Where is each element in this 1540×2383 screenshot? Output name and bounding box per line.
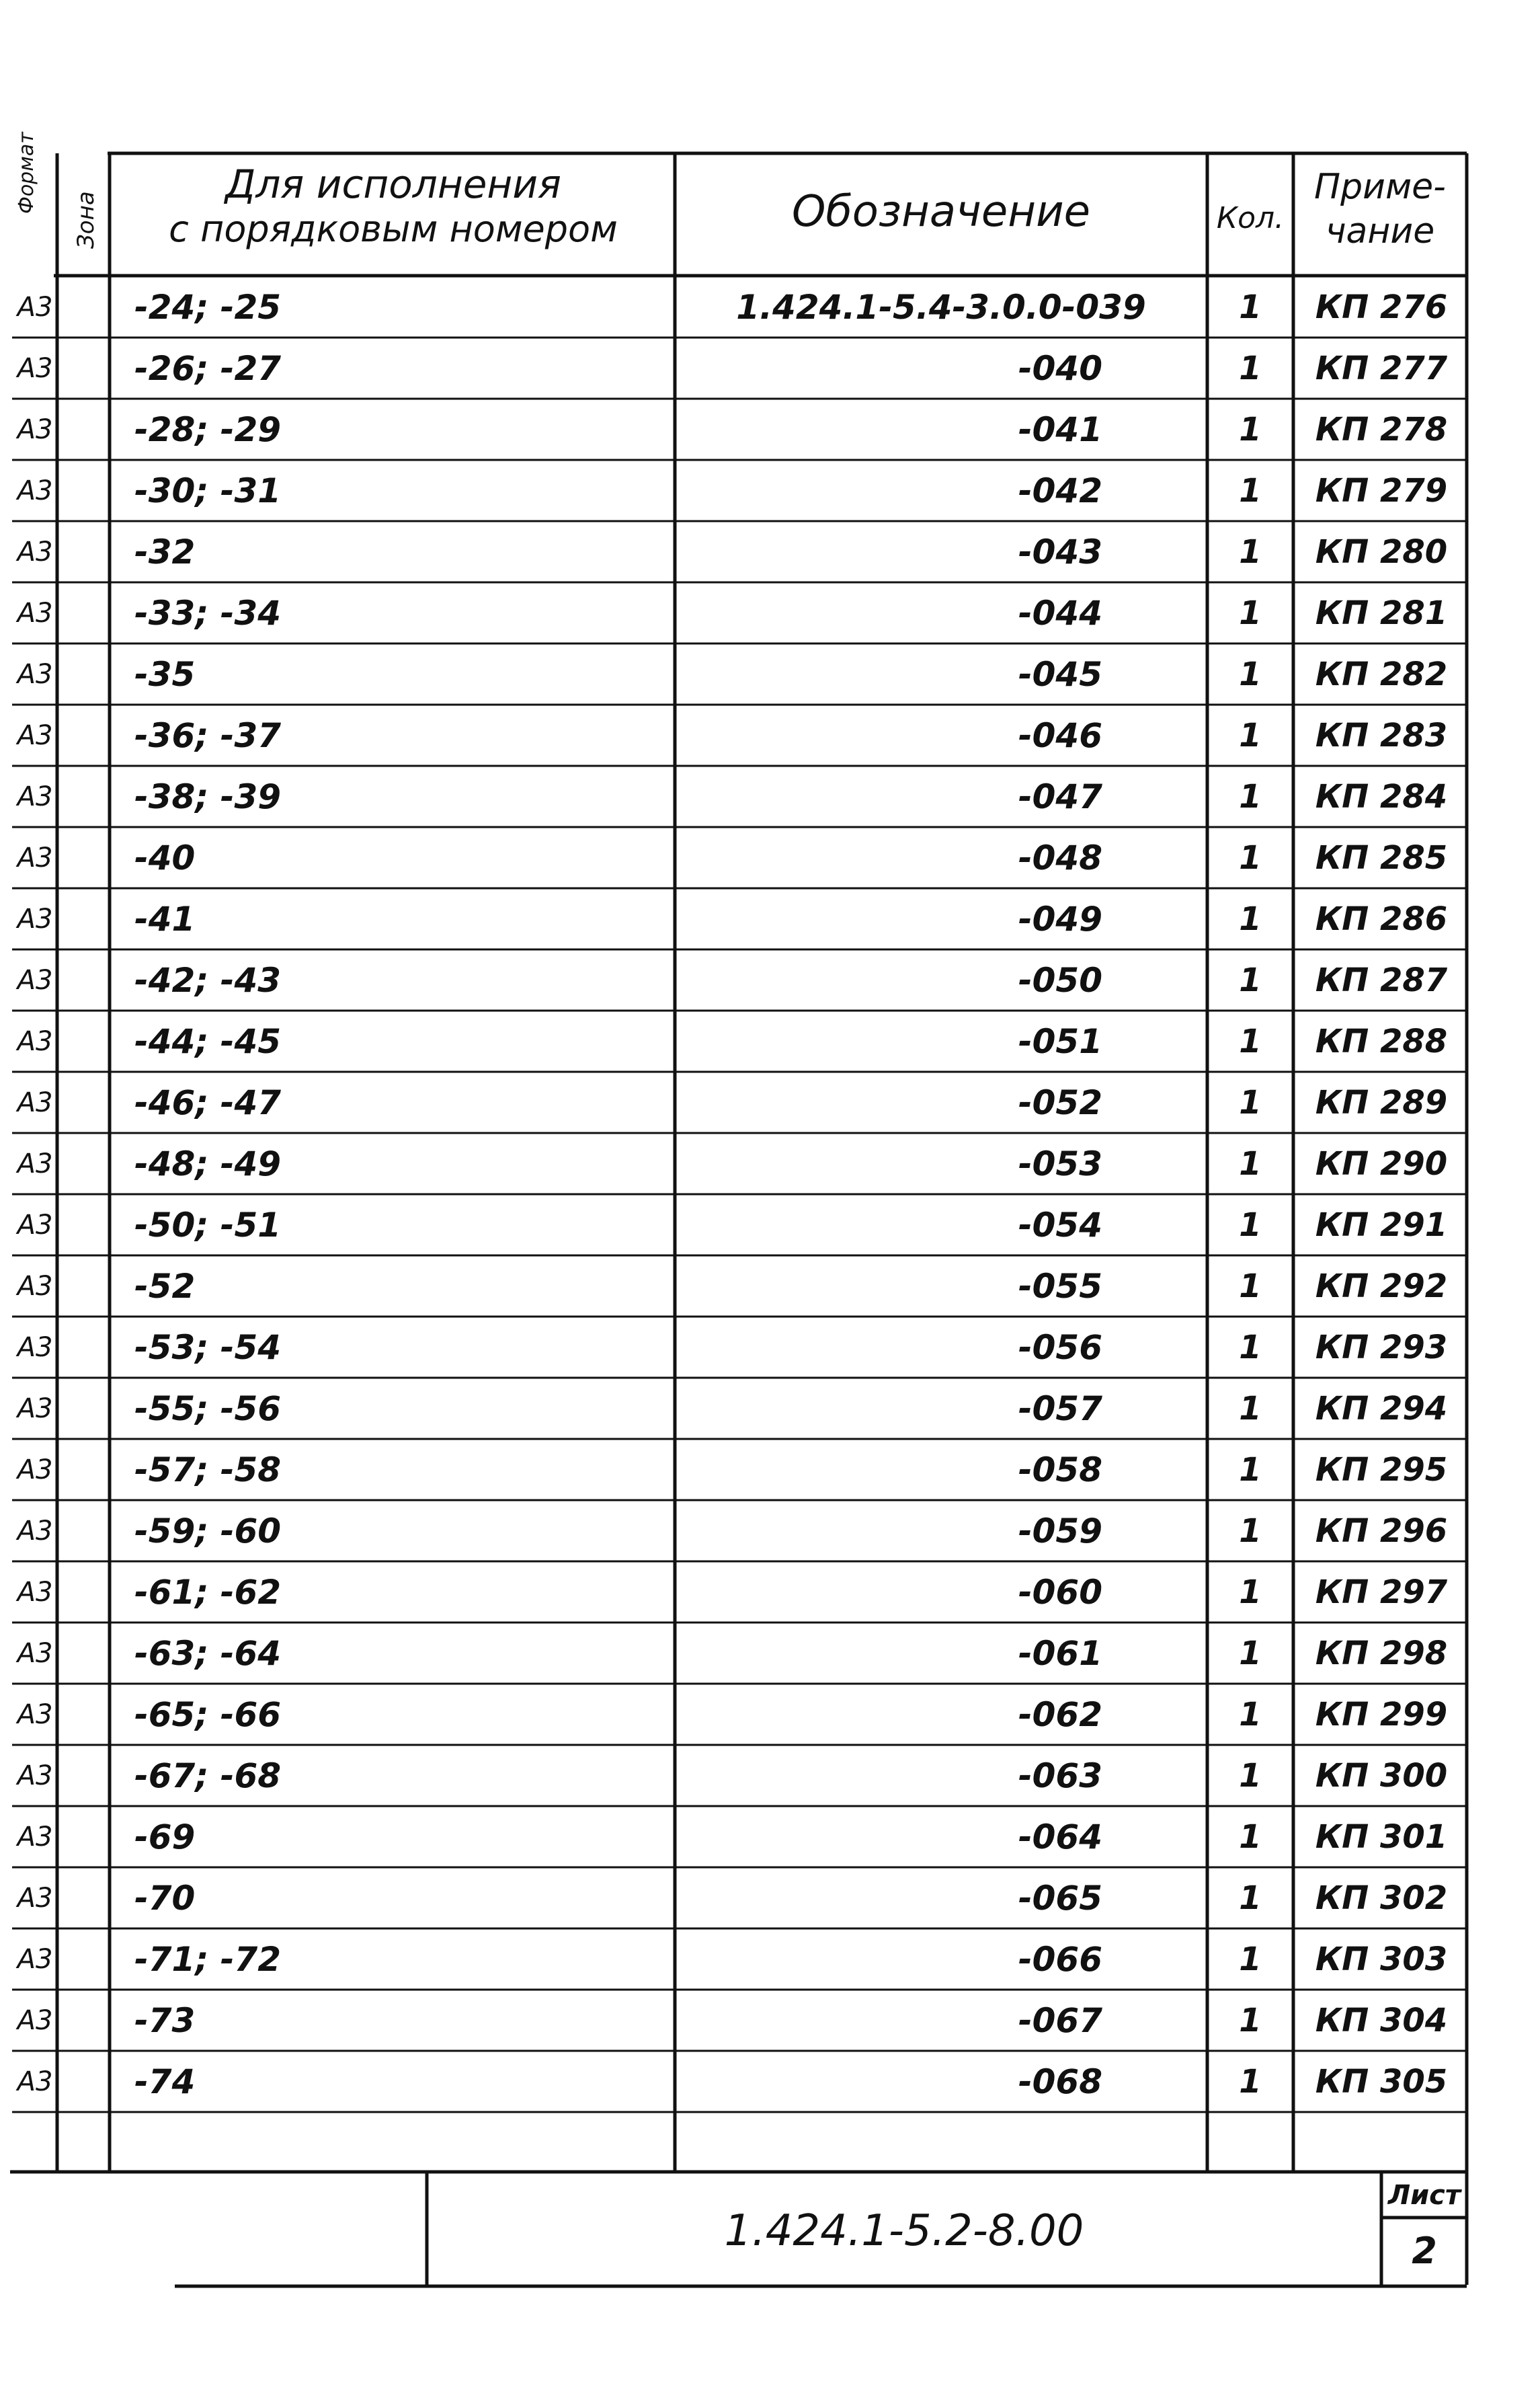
cell-qty: 1 <box>1239 839 1262 877</box>
cell-variant: -40 <box>134 838 196 877</box>
cell-variant: -65; -66 <box>134 1695 282 1734</box>
cell-note: КП 279 <box>1315 472 1448 510</box>
table-row <box>0 1990 1540 2052</box>
cell-format: А3 <box>17 292 53 323</box>
cell-designation: -066 <box>1018 1940 1102 1979</box>
cell-designation: -063 <box>1018 1756 1102 1795</box>
cell-designation: -051 <box>1018 1022 1102 1061</box>
cell-variant: -26; -27 <box>134 349 282 388</box>
cell-variant: -35 <box>134 655 196 694</box>
cell-qty: 1 <box>1239 1084 1262 1122</box>
cell-qty: 1 <box>1239 1757 1262 1795</box>
cell-format: А3 <box>17 843 53 873</box>
cell-format: А3 <box>17 1148 53 1179</box>
table-row <box>0 644 1540 705</box>
table-row <box>0 1440 1540 1501</box>
table-row <box>0 1011 1540 1072</box>
cell-qty: 1 <box>1239 594 1262 632</box>
cell-variant: -74 <box>134 2062 196 2101</box>
cell-variant: -59; -60 <box>134 1512 282 1551</box>
cell-qty: 1 <box>1239 288 1262 326</box>
cell-variant: -41 <box>134 900 196 939</box>
cell-format: А3 <box>17 1638 53 1669</box>
table-row <box>0 277 1540 338</box>
cell-qty: 1 <box>1239 1512 1262 1550</box>
cell-qty: 1 <box>1239 1390 1262 1428</box>
table-row <box>0 1868 1540 1929</box>
sheet-number: 2 <box>1412 2230 1437 2272</box>
cell-format: А3 <box>17 1210 53 1241</box>
cell-format: А3 <box>17 475 53 506</box>
cell-variant: -44; -45 <box>134 1022 282 1061</box>
table-row <box>0 399 1540 461</box>
cell-designation: -062 <box>1018 1695 1102 1734</box>
table-row <box>0 1501 1540 1562</box>
cell-format: А3 <box>17 965 53 996</box>
cell-note: КП 298 <box>1315 1635 1448 1672</box>
cell-note: КП 299 <box>1315 1696 1448 1733</box>
cell-designation: -042 <box>1018 471 1102 510</box>
table-row <box>0 1684 1540 1746</box>
header-note-line2: чание <box>1325 211 1435 251</box>
cell-format: А3 <box>17 659 53 690</box>
cell-note: КП 294 <box>1315 1390 1448 1428</box>
cell-variant: -61; -62 <box>134 1573 282 1612</box>
header-variant <box>118 161 669 276</box>
table-row <box>0 1929 1540 1990</box>
cell-designation: -052 <box>1018 1083 1102 1122</box>
table-row <box>0 1317 1540 1378</box>
table-row <box>0 522 1540 583</box>
cell-format: А3 <box>17 720 53 751</box>
table-row <box>0 828 1540 889</box>
cell-format: А3 <box>17 1699 53 1730</box>
cell-note: КП 302 <box>1315 1879 1448 1917</box>
cell-variant: -71; -72 <box>134 1940 282 1979</box>
cell-note: КП 288 <box>1315 1023 1448 1060</box>
cell-qty: 1 <box>1239 1696 1262 1733</box>
cell-qty: 1 <box>1239 411 1262 448</box>
cell-qty: 1 <box>1239 533 1262 571</box>
cell-note: КП 280 <box>1315 533 1448 571</box>
cell-note: КП 305 <box>1315 2063 1448 2101</box>
cell-note: КП 284 <box>1315 778 1448 816</box>
cell-designation: -043 <box>1018 533 1102 572</box>
cell-qty: 1 <box>1239 2063 1262 2101</box>
cell-qty: 1 <box>1239 472 1262 510</box>
table-row <box>0 1746 1540 1807</box>
cell-variant: -24; -25 <box>134 288 282 327</box>
cell-designation: -064 <box>1018 1818 1102 1857</box>
cell-note: КП 303 <box>1315 1941 1448 1978</box>
cell-designation: -067 <box>1018 2001 1102 2040</box>
cell-variant: -32 <box>134 533 196 572</box>
table-row <box>0 705 1540 767</box>
header-note <box>1296 165 1464 253</box>
cell-note: КП 301 <box>1315 1818 1448 1856</box>
cell-qty: 1 <box>1239 1573 1262 1611</box>
cell-designation: -057 <box>1018 1389 1102 1428</box>
cell-format: А3 <box>17 1822 53 1852</box>
table-row <box>0 950 1540 1011</box>
cell-format: А3 <box>17 1516 53 1547</box>
cell-format: А3 <box>17 537 53 568</box>
cell-designation: -056 <box>1018 1328 1102 1367</box>
cell-variant: -42; -43 <box>134 961 282 1000</box>
cell-variant: -38; -39 <box>134 777 282 816</box>
cell-variant: -46; -47 <box>134 1083 282 1122</box>
cell-note: КП 289 <box>1315 1084 1448 1122</box>
cell-qty: 1 <box>1239 1206 1262 1244</box>
cell-format: А3 <box>17 904 53 935</box>
cell-variant: -67; -68 <box>134 1756 282 1795</box>
cell-qty: 1 <box>1239 1451 1262 1489</box>
cell-designation: -045 <box>1018 655 1102 694</box>
cell-format: А3 <box>17 1393 53 1424</box>
cell-format: А3 <box>17 1577 53 1608</box>
cell-designation: -046 <box>1018 716 1102 755</box>
cell-qty: 1 <box>1239 1879 1262 1917</box>
cell-variant: -53; -54 <box>134 1328 282 1367</box>
cell-variant: -55; -56 <box>134 1389 282 1428</box>
header-note-line1: Приме- <box>1314 167 1446 207</box>
cell-designation: -060 <box>1018 1573 1102 1612</box>
cell-variant: -70 <box>134 1879 196 1918</box>
cell-variant: -63; -64 <box>134 1634 282 1673</box>
cell-designation: -059 <box>1018 1512 1102 1551</box>
cell-designation: -041 <box>1018 410 1102 449</box>
cell-designation: -048 <box>1018 838 1102 877</box>
cell-designation: -061 <box>1018 1634 1102 1673</box>
cell-format: А3 <box>17 598 53 629</box>
cell-variant: -57; -58 <box>134 1450 282 1489</box>
cell-qty: 1 <box>1239 778 1262 816</box>
header-variant-line1: Для исполнения <box>225 161 561 207</box>
header-designation: Обозначение <box>791 187 1091 237</box>
cell-note: КП 278 <box>1315 411 1448 448</box>
cell-note: КП 276 <box>1315 288 1448 326</box>
header-format-label: Формат <box>15 132 38 214</box>
cell-note: КП 293 <box>1315 1329 1448 1366</box>
cell-note: КП 297 <box>1315 1573 1448 1611</box>
table-row <box>0 1195 1540 1256</box>
table-row <box>0 338 1540 399</box>
cell-designation: -049 <box>1018 900 1102 939</box>
cell-designation: -044 <box>1018 594 1102 633</box>
cell-qty: 1 <box>1239 1023 1262 1060</box>
table-row <box>0 889 1540 950</box>
cell-qty: 1 <box>1239 1818 1262 1856</box>
cell-note: КП 291 <box>1315 1206 1448 1244</box>
table-row <box>0 767 1540 828</box>
cell-format: А3 <box>17 1087 53 1118</box>
cell-variant: -69 <box>134 1818 196 1857</box>
cell-variant: -48; -49 <box>134 1144 282 1183</box>
cell-designation: -055 <box>1018 1267 1102 1306</box>
cell-designation: -058 <box>1018 1450 1102 1489</box>
cell-note: КП 286 <box>1315 900 1448 938</box>
table-row <box>0 1134 1540 1195</box>
table-row <box>0 1562 1540 1623</box>
cell-note: КП 283 <box>1315 717 1448 754</box>
cell-qty: 1 <box>1239 1145 1262 1183</box>
cell-variant: -30; -31 <box>134 471 282 510</box>
cell-format: А3 <box>17 1332 53 1363</box>
cell-qty: 1 <box>1239 656 1262 693</box>
cell-qty: 1 <box>1239 962 1262 999</box>
cell-note: КП 296 <box>1315 1512 1448 1550</box>
cell-variant: -28; -29 <box>134 410 282 449</box>
table-row <box>0 1623 1540 1684</box>
cell-designation: -040 <box>1018 349 1102 388</box>
table-row <box>0 583 1540 644</box>
cell-note: КП 285 <box>1315 839 1448 877</box>
cell-note: КП 292 <box>1315 1267 1448 1305</box>
cell-designation: -054 <box>1018 1206 1102 1245</box>
header-zone-label: Зона <box>73 191 99 249</box>
cell-format: А3 <box>17 2066 53 2097</box>
cell-qty: 1 <box>1239 1267 1262 1305</box>
cell-format: А3 <box>17 353 53 384</box>
sheet-label: Лист <box>1387 2180 1461 2211</box>
cell-qty: 1 <box>1239 1635 1262 1672</box>
cell-variant: -73 <box>134 2001 196 2040</box>
cell-designation: -047 <box>1018 777 1102 816</box>
cell-format: А3 <box>17 1944 53 1975</box>
table-row <box>0 1807 1540 1868</box>
cell-format: А3 <box>17 1271 53 1302</box>
cell-note: КП 300 <box>1315 1757 1448 1795</box>
table-row <box>0 461 1540 522</box>
cell-designation: 1.424.1-5.4-3.0.0-039 <box>736 288 1146 327</box>
cell-note: КП 304 <box>1315 2002 1448 2039</box>
cell-note: КП 290 <box>1315 1145 1448 1183</box>
cell-format: А3 <box>17 1883 53 1914</box>
table-row <box>0 1256 1540 1317</box>
cell-qty: 1 <box>1239 717 1262 754</box>
table-row <box>0 1378 1540 1440</box>
table-row <box>0 1072 1540 1134</box>
cell-note: КП 282 <box>1315 656 1448 693</box>
cell-note: КП 295 <box>1315 1451 1448 1489</box>
cell-format: А3 <box>17 2005 53 2036</box>
cell-format: А3 <box>17 414 53 445</box>
cell-format: А3 <box>17 1760 53 1791</box>
cell-format: А3 <box>17 781 53 812</box>
header-qty: Кол. <box>1216 201 1285 235</box>
document-code: 1.424.1-5.2-8.00 <box>724 2206 1084 2256</box>
cell-format: А3 <box>17 1026 53 1057</box>
cell-designation: -053 <box>1018 1144 1102 1183</box>
cell-designation: -050 <box>1018 961 1102 1000</box>
cell-format: А3 <box>17 1454 53 1485</box>
cell-qty: 1 <box>1239 350 1262 387</box>
cell-variant: -52 <box>134 1267 196 1306</box>
cell-note: КП 281 <box>1315 594 1448 632</box>
cell-variant: -33; -34 <box>134 594 282 633</box>
cell-note: КП 287 <box>1315 962 1448 999</box>
cell-designation: -065 <box>1018 1879 1102 1918</box>
cell-designation: -068 <box>1018 2062 1102 2101</box>
cell-variant: -50; -51 <box>134 1206 282 1245</box>
header-variant-line2: с порядковым номером <box>169 208 618 250</box>
cell-qty: 1 <box>1239 900 1262 938</box>
cell-note: КП 277 <box>1315 350 1448 387</box>
cell-qty: 1 <box>1239 1941 1262 1978</box>
cell-qty: 1 <box>1239 2002 1262 2039</box>
cell-qty: 1 <box>1239 1329 1262 1366</box>
cell-variant: -36; -37 <box>134 716 282 755</box>
table-row <box>0 2052 1540 2113</box>
